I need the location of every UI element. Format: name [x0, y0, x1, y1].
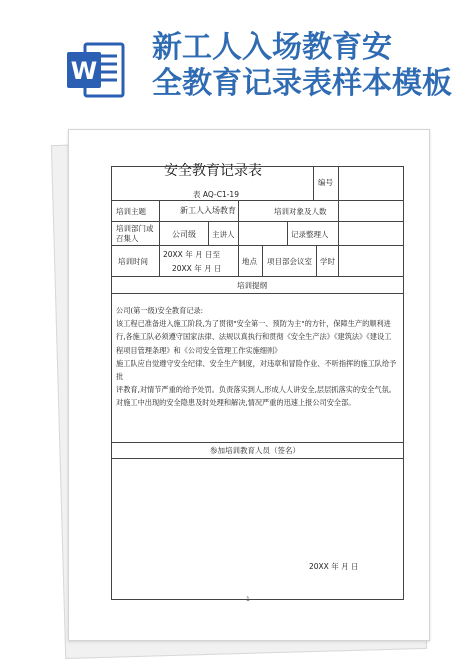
page-title-line-2: 全教育记录表样本模板 [152, 66, 452, 101]
outline-line: 对施工中出现的安全隐患及时处理和解决,情况严重的迅速上报公司安全部。 [116, 398, 356, 408]
department-value: 公司级 [172, 230, 196, 239]
table-col-rule [238, 200, 239, 245]
audience-label: 培训对象及人数 [274, 207, 327, 216]
training-time-label: 培训时间 [118, 257, 148, 266]
form-code: 表 AQ-C1-19 [193, 190, 239, 199]
outline-line: 评教育,对情节严重的给予处罚。负责落实到人,形成人人讲安全,层层抓落实的安全气氛。 [116, 385, 396, 395]
outline-line: 该工程已准备进入施工阶段,为了贯彻"安全第一、预防为主"的方针，保障生产的顺利进 [116, 319, 391, 329]
word-document-icon [63, 38, 127, 102]
table-col-rule [238, 245, 239, 276]
page-title [152, 30, 470, 102]
table-col-rule [338, 167, 339, 200]
table-col-rule [316, 245, 317, 276]
signature-date: 20XX 年 月 日 [309, 562, 359, 571]
table-col-rule [338, 245, 339, 276]
outline-line: 行,各施工队必须遵守国家法律、法规以真执行和贯彻《安全生产法》《建筑法》《建设工 [116, 332, 392, 342]
table-rule [112, 221, 403, 222]
table-rule [112, 200, 403, 201]
outline-label: 培训提纲 [237, 281, 267, 290]
document-page [68, 129, 430, 641]
table-col-rule [338, 200, 339, 245]
page-number: 1 [246, 596, 250, 603]
table-col-rule [287, 221, 288, 245]
table-col-rule [313, 167, 314, 200]
speaker-label: 主讲人 [212, 230, 235, 239]
table-rule [112, 458, 403, 459]
time-start: 20XX 年 月 日至 [163, 250, 220, 259]
place-value: 项目部会议室 [267, 257, 312, 266]
convener-label: 培训部门或召集人 [116, 224, 154, 243]
outline-line: 施工队应自觉遵守安全纪律、安全生产制度，对违章和冒险作业、不听指挥的施工队给予批 [116, 358, 397, 382]
form-title: 安全教育记录表 [164, 163, 262, 179]
outline-line: 公司(第一级)安全教育记录: [116, 306, 204, 315]
outline-line: 程项目管理条理》和《公司安全管理工作实施细则》 [116, 345, 282, 355]
recorder-label: 记录整理人 [291, 230, 329, 239]
time-end: 20XX 年 月 日 [172, 264, 222, 273]
table-rule [112, 245, 403, 246]
table-col-rule [208, 221, 209, 245]
table-rule [112, 442, 403, 443]
table-rule [112, 276, 403, 277]
topic-label: 培训主题 [116, 207, 146, 216]
hours-label: 学时 [320, 257, 335, 266]
page-title-line-1: 新工人入场教育安 [152, 30, 392, 65]
outline-content [116, 304, 402, 410]
table-rule [112, 293, 403, 294]
table-col-rule [262, 245, 263, 276]
record-form-table [111, 166, 404, 600]
topic-value: 新工人入场教育 [180, 206, 236, 215]
word-icon-letter: W [70, 57, 98, 85]
place-label: 地点 [242, 257, 257, 266]
serial-number-label: 编号 [318, 178, 333, 187]
table-col-rule [159, 200, 160, 276]
participants-label: 参加培训教育人员（签名） [210, 446, 300, 455]
